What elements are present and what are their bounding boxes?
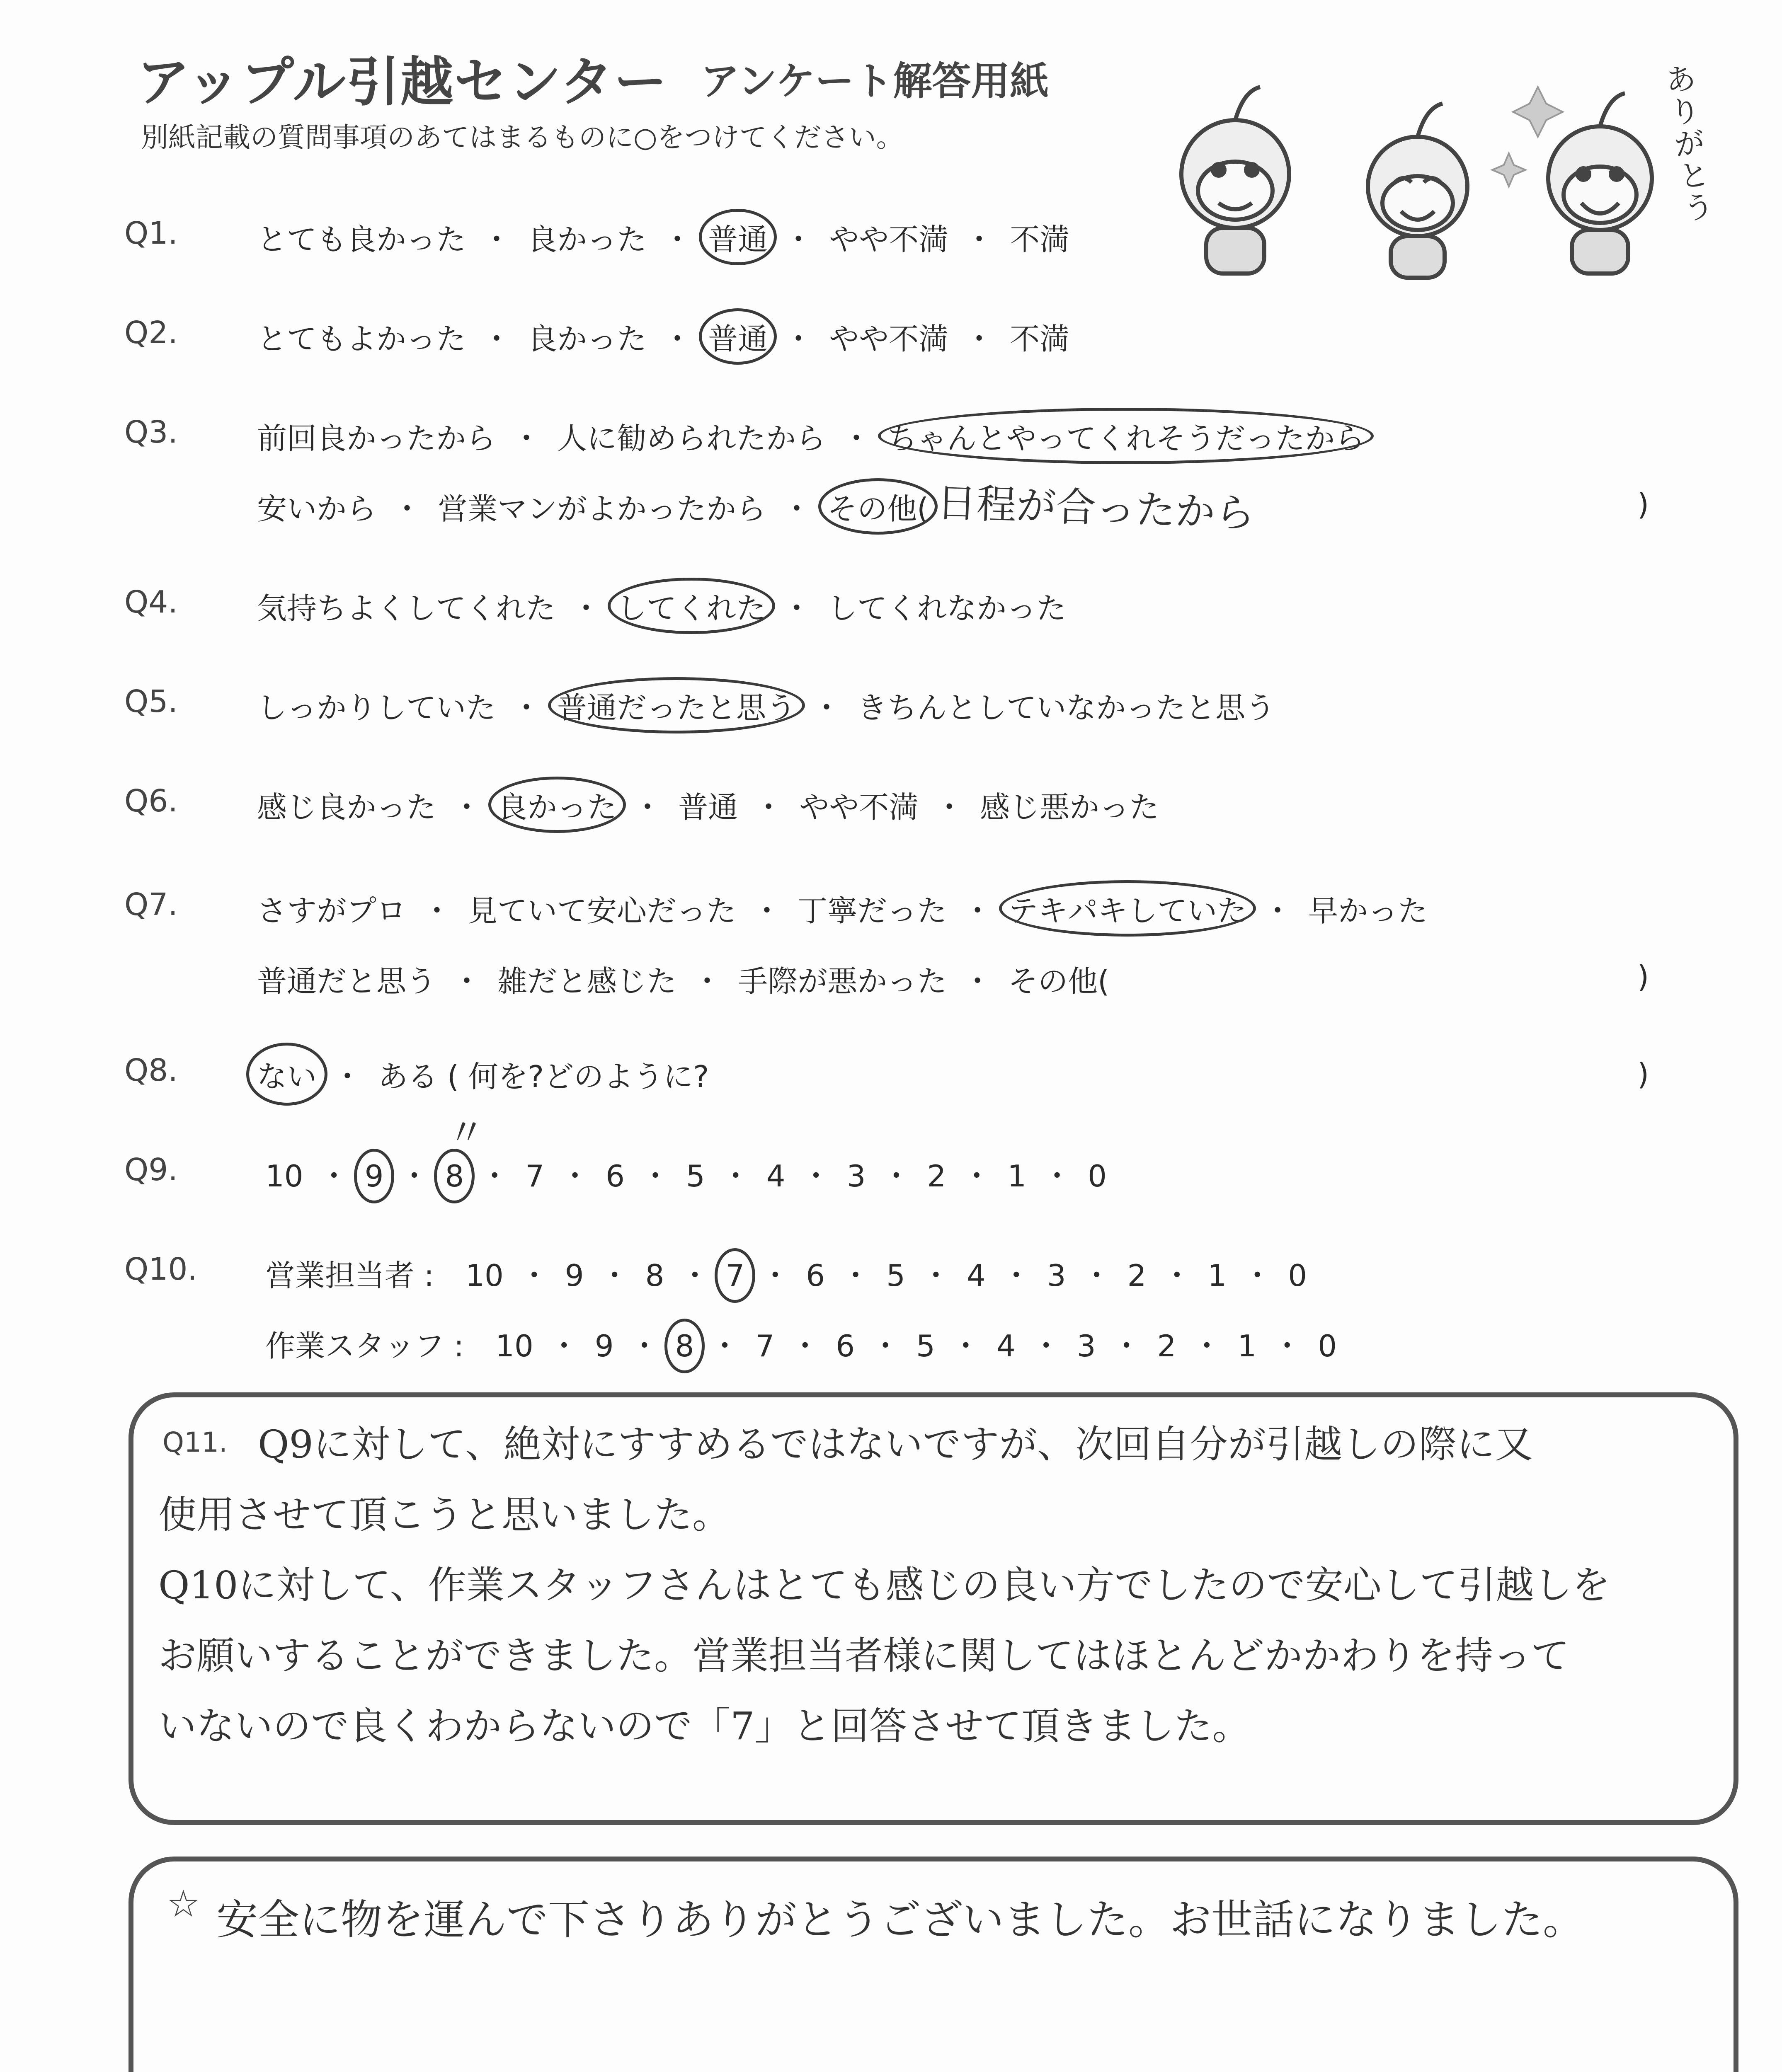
- q1-option[interactable]: とても良かった: [257, 222, 466, 257]
- q9-score[interactable]: 1: [1007, 1159, 1027, 1193]
- q7-option[interactable]: 雑だと感じた: [497, 964, 677, 999]
- q4-option[interactable]: 気持ちよくしてくれた: [257, 591, 556, 626]
- q1-option[interactable]: 良かった: [527, 222, 647, 257]
- q7-option-selected[interactable]: テキパキしていた: [1008, 887, 1247, 930]
- q5-option[interactable]: しっかりしていた: [257, 690, 496, 725]
- q10-staff-score[interactable]: 1: [1237, 1329, 1257, 1363]
- q6-options: 感じ良かった ・ 良かった ・ 普通 ・ やや不満 ・ 感じ悪かった: [257, 783, 1159, 826]
- q10-sales-score[interactable]: 0: [1288, 1258, 1307, 1293]
- q10-sales-score-selected[interactable]: 7: [725, 1258, 745, 1293]
- q10-staff-score-selected[interactable]: 8: [675, 1329, 694, 1363]
- q7-line2: 普通だと思う ・ 雑だと感じた ・ 手際が悪かった ・ その他(: [257, 957, 1109, 1000]
- star-icon: ☆: [167, 1882, 200, 1926]
- q7-option-other[interactable]: その他(: [1008, 964, 1110, 999]
- q1-option[interactable]: 不満: [1010, 222, 1070, 257]
- comment-text: 安全に物を運んで下さりありがとうございました。お世話になりました。: [216, 1895, 1584, 1944]
- q6-option[interactable]: 感じ良かった: [257, 790, 436, 825]
- monkey-mascots-icon: [1152, 50, 1712, 282]
- q10-staff-score[interactable]: 2: [1157, 1329, 1176, 1363]
- q3-option[interactable]: 前回良かったから: [257, 421, 496, 456]
- q3-option[interactable]: 安いから: [257, 491, 377, 526]
- q10-staff-label: 作業スタッフ :: [265, 1329, 464, 1363]
- q3-other-handwriting: 日程が合ったから: [936, 479, 1256, 537]
- q2-option[interactable]: とてもよかった: [257, 322, 466, 356]
- q10-staff-score[interactable]: 0: [1318, 1329, 1337, 1363]
- q1-option[interactable]: やや不満: [829, 222, 949, 257]
- q9-score[interactable]: 0: [1088, 1159, 1107, 1193]
- q3-label: Q3.: [124, 414, 178, 450]
- q7-option[interactable]: 丁寧だった: [798, 893, 947, 928]
- q10-sales-score[interactable]: 9: [565, 1258, 584, 1293]
- q10-sales-label: 営業担当者 :: [265, 1258, 434, 1293]
- q8-label: Q8.: [124, 1053, 178, 1088]
- q9-scale: 10 ・ 9 ・ 8 ・ 7 ・ 6 ・ 5 ・ 4 ・ 3 ・ 2 ・ 1 ・ 0: [265, 1159, 1107, 1193]
- q9-score[interactable]: 2: [927, 1159, 946, 1193]
- q10-sales-score[interactable]: 3: [1047, 1258, 1066, 1293]
- q7-label: Q7.: [124, 887, 178, 922]
- q2-option[interactable]: 良かった: [527, 322, 647, 356]
- q7-option[interactable]: 早かった: [1308, 893, 1428, 928]
- q9-score[interactable]: 7: [525, 1159, 545, 1193]
- form-title: アンケート解答用紙: [701, 59, 1049, 104]
- q7-option[interactable]: 手際が悪かった: [738, 964, 947, 999]
- q5-option-selected[interactable]: 普通だったと思う: [557, 684, 796, 727]
- q3-option-selected[interactable]: ちゃんとやってくれそうだったから: [887, 414, 1365, 457]
- q3-close-paren: ): [1637, 487, 1649, 522]
- q10-staff-score[interactable]: 5: [916, 1329, 935, 1363]
- q9-score-selected[interactable]: 9: [364, 1159, 384, 1193]
- instruction-text: 別紙記載の質問事項のあてはまるものに○をつけてください。: [141, 121, 904, 153]
- q9-score[interactable]: 3: [846, 1159, 866, 1193]
- q9-ditto-mark: 〃: [448, 1111, 485, 1155]
- q8-option-other[interactable]: ある ( 何を?どのように?: [378, 1059, 709, 1094]
- q1-option-selected[interactable]: 普通: [708, 215, 768, 259]
- q7-close-paren: ): [1637, 959, 1649, 994]
- q10-staff-score[interactable]: 7: [755, 1329, 775, 1363]
- q10-sales-row: 営業担当者 : 10 ・ 9 ・ 8 ・ 7 ・ 6 ・ 5 ・ 4 ・ 3 ・ 2 ・ 1 ・ 0: [265, 1258, 1307, 1293]
- q4-option-selected[interactable]: してくれた: [617, 584, 766, 627]
- q11-label: Q11.: [162, 1426, 228, 1458]
- q9-score-selected[interactable]: 8: [445, 1159, 464, 1193]
- thanks-text: ありがとう: [1663, 60, 1716, 227]
- q7-line1: さすがプロ ・ 見ていて安心だった ・ 丁寧だった ・ テキパキしていた ・ 早かった: [257, 887, 1428, 930]
- q7-option[interactable]: 普通だと思う: [257, 964, 436, 999]
- q3-option[interactable]: 人に勧められたから: [557, 421, 826, 456]
- q6-label: Q6.: [124, 783, 178, 819]
- q10-sales-score[interactable]: 2: [1127, 1258, 1147, 1293]
- q11-line: Q10に対して、作業スタッフさんはとても感じの良い方でしたので安心して引越しを: [158, 1563, 1610, 1607]
- q6-option[interactable]: 感じ悪かった: [980, 790, 1159, 825]
- q1-options: とても良かった ・ 良かった ・ 普通 ・ やや不満 ・ 不満: [257, 215, 1069, 259]
- q10-sales-score[interactable]: 4: [966, 1258, 986, 1293]
- q10-staff-score[interactable]: 3: [1076, 1329, 1096, 1363]
- q4-options: 気持ちよくしてくれた ・ してくれた ・ してくれなかった: [257, 584, 1066, 627]
- q11-answer-box[interactable]: [128, 1392, 1738, 1825]
- q4-option[interactable]: してくれなかった: [827, 591, 1067, 626]
- q10-sales-score[interactable]: 10: [466, 1258, 504, 1293]
- q5-label: Q5.: [124, 684, 178, 719]
- q9-score[interactable]: 6: [606, 1159, 625, 1193]
- q5-options: しっかりしていた ・ 普通だったと思う ・ きちんとしていなかったと思う: [257, 684, 1275, 727]
- q9-label: Q9.: [124, 1152, 178, 1188]
- q8-close-paren: ): [1637, 1057, 1649, 1092]
- q10-staff-row: 作業スタッフ : 10 ・ 9 ・ 8 ・ 7 ・ 6 ・ 5 ・ 4 ・ 3 ・ 2 ・ 1 ・ 0: [265, 1329, 1337, 1363]
- q2-options: とてもよかった ・ 良かった ・ 普通 ・ やや不満 ・ 不満: [257, 315, 1069, 358]
- q3-option[interactable]: 営業マンがよかったから: [438, 491, 766, 526]
- q6-option[interactable]: 普通: [678, 790, 738, 825]
- q3-line2: 安いから ・ 営業マンがよかったから ・ その他(: [257, 485, 929, 528]
- q10-staff-score[interactable]: 10: [495, 1329, 533, 1363]
- q7-option[interactable]: 見ていて安心だった: [468, 893, 737, 928]
- q10-label: Q10.: [124, 1251, 197, 1287]
- comment-box[interactable]: [128, 1857, 1738, 2072]
- q8-options: ない ・ ある ( 何を?どのように?: [257, 1053, 709, 1096]
- q11-line: いないので良くわからないので「7」と回答させて頂きました。: [158, 1704, 1251, 1748]
- q9-score[interactable]: 4: [766, 1159, 786, 1193]
- q9-score[interactable]: 10: [265, 1159, 303, 1193]
- q10-sales-score[interactable]: 8: [645, 1258, 664, 1293]
- q3-option-other-selected[interactable]: その他(: [827, 485, 929, 528]
- q3-line1: 前回良かったから ・ 人に勧められたから ・ ちゃんとやってくれそうだったから: [257, 414, 1365, 457]
- q8-option-selected[interactable]: ない: [257, 1053, 317, 1096]
- q10-staff-score[interactable]: 9: [594, 1329, 614, 1363]
- q11-line: Q9に対して、絶対にすすめるではないですが、次回自分が引越しの際に又: [258, 1422, 1533, 1467]
- q11-line: 使用させて頂こうと思いました。: [158, 1493, 731, 1537]
- q1-label: Q1.: [124, 215, 178, 251]
- q7-option[interactable]: さすがプロ: [257, 893, 407, 928]
- q10-sales-score[interactable]: 1: [1207, 1258, 1227, 1293]
- q6-option-selected[interactable]: 良かった: [497, 783, 617, 826]
- q10-staff-score[interactable]: 4: [996, 1329, 1016, 1363]
- q11-line: お願いすることができました。営業担当者様に関してはほとんどかかわりを持って: [158, 1634, 1570, 1678]
- q2-option[interactable]: やや不満: [829, 322, 949, 356]
- q9-score[interactable]: 5: [686, 1159, 705, 1193]
- q10-sales-score[interactable]: 6: [806, 1258, 825, 1293]
- q6-option[interactable]: やや不満: [799, 790, 919, 825]
- q4-label: Q4.: [124, 584, 178, 620]
- q10-sales-score[interactable]: 5: [886, 1258, 905, 1293]
- q2-option[interactable]: 不満: [1010, 322, 1070, 356]
- q2-option-selected[interactable]: 普通: [708, 315, 768, 358]
- brand-name: アップル引越センター: [137, 51, 668, 113]
- q10-staff-score[interactable]: 6: [836, 1329, 855, 1363]
- q2-label: Q2.: [124, 315, 178, 351]
- q5-option[interactable]: きちんとしていなかったと思う: [857, 690, 1275, 725]
